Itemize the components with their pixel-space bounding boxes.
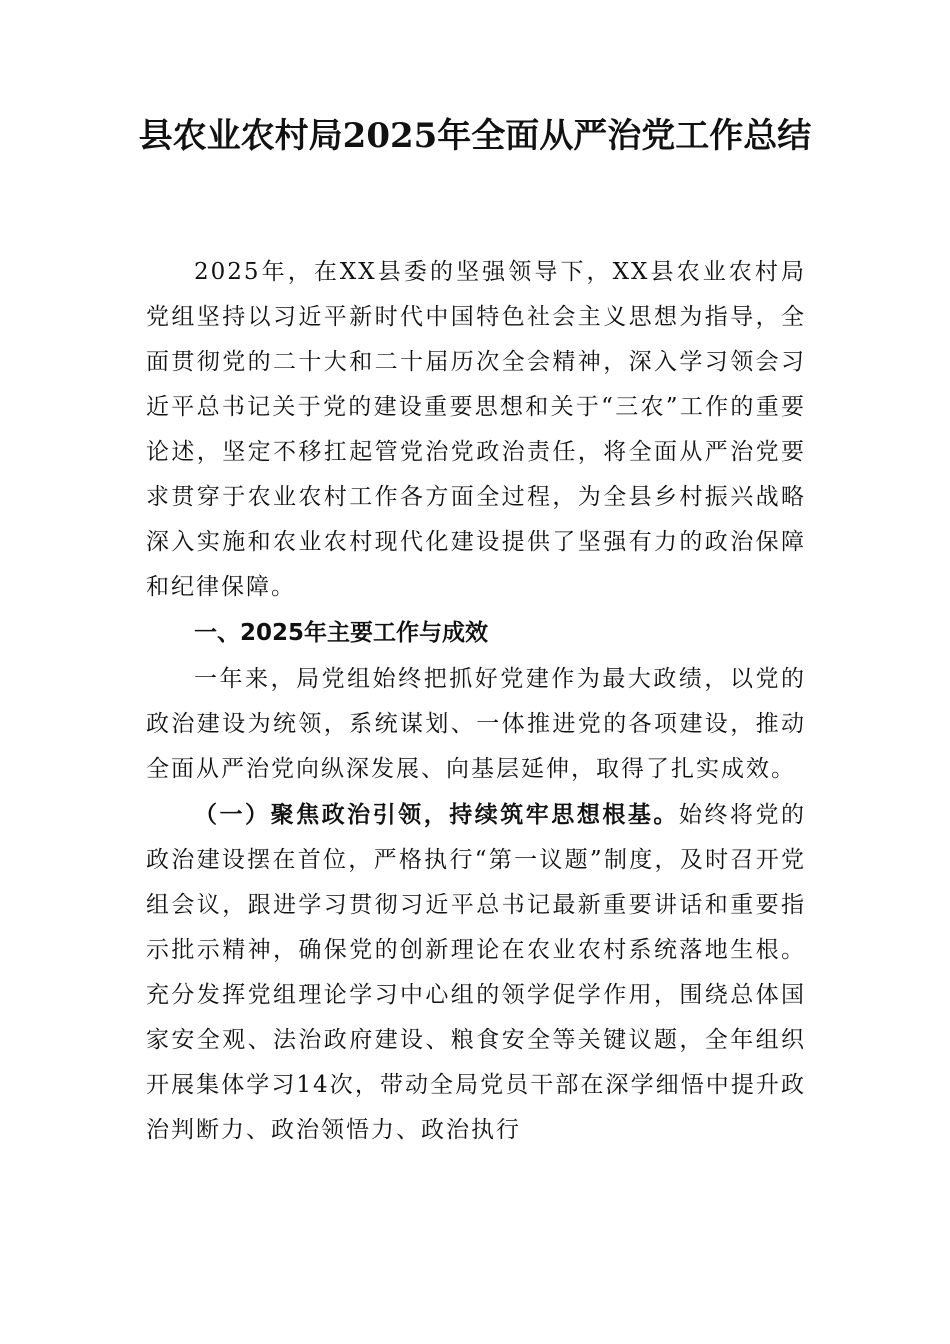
subsection-1-text: 始终将党的政治建设摆在首位，严格执行“第一议题”制度，及时召开党组会议，跟进学习贯彻习近平总书记最新重要讲话和重要指示批示精神，确保党的创新理论在农业农村系统落地生根。充分发挥党组理论学习中心组的领学促学作用，围绕总体国家安全观、法治政府建设、粮食安全等关键议题，全年组织开展集体学习14次，带动全局党员干部在深学细悟中提升政治判断力、政治领悟力、政治执行 [146,802,807,1143]
section-heading-1: 一、2025年主要工作与成效 [194,620,489,646]
intro-paragraph: 2025年，在XX县委的坚强领导下，XX县农业农村局党组坚持以习近平新时代中国特色社会主义思想为指导，全面贯彻党的二十大和二十届历次全会精神，深入学习领会习近平总书记关于党的建设重要思想和关于“三农”工作的重要论述，坚定不移扛起管党治党政治责任，将全面从严治党要求贯穿于农业农村工作各方面全过程，为全县乡村振兴战略深入实施和农业农村现代化建设提供了坚强有力的政治保障和纪律保障。 [146,259,806,600]
document-title: 县农业农村局2025年全面从严治党工作总结 [138,116,812,156]
subsection-1-paragraph [146,792,806,1153]
document-body [146,250,806,1153]
subsection-1-lead: （一）聚焦政治引领，持续筑牢思想根基。 [194,801,679,828]
section-1-paragraph: 一年来，局党组始终把抓好党建作为最大政绩，以党的政治建设为统领，系统谋划、一体推进党的各项建设，推动全面从严治党向纵深发展、向基层延伸，取得了扎实成效。 [146,666,806,782]
